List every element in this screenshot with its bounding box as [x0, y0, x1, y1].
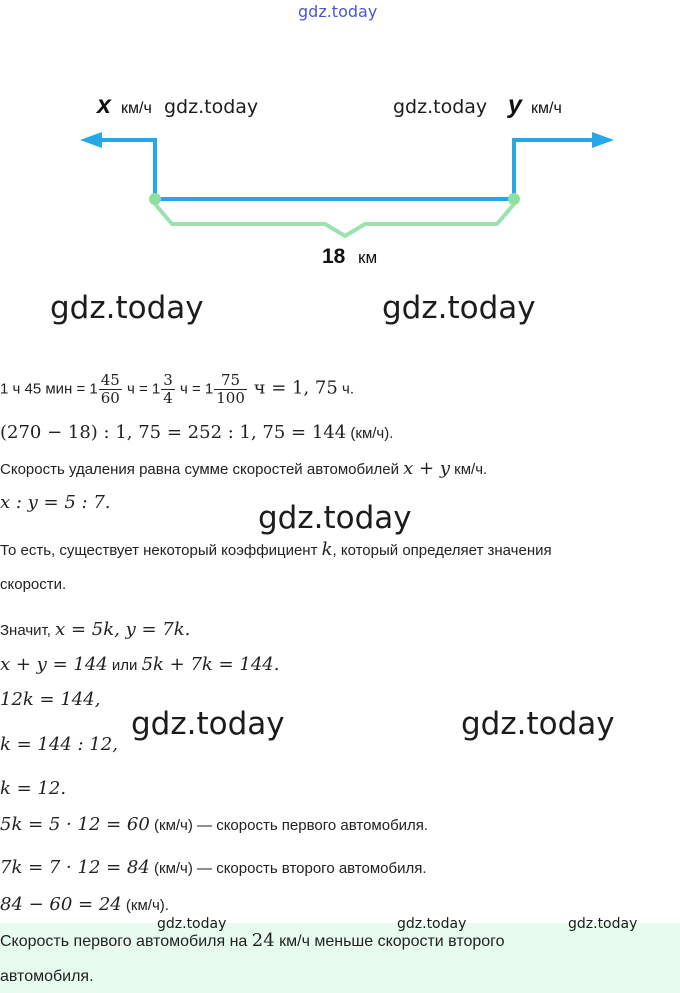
therefore-text: Значит,: [0, 622, 56, 639]
removal-speed-unit: (км/ч).: [346, 425, 394, 442]
answer-text-1: Скорость первого автомобиля на: [0, 933, 252, 950]
difference-math: 84 − 60 = 24: [0, 894, 122, 915]
right-point: [508, 193, 520, 205]
time-text-a: 1 ч 45 мин = 1: [0, 380, 98, 398]
12k-math: 12k = 144,: [0, 689, 101, 710]
watermark-top: gdz.today: [298, 2, 378, 21]
sum-equation-or: или: [107, 657, 142, 674]
left-arrow-head: [80, 132, 102, 148]
answer-line-2: автомобиля.: [0, 968, 94, 985]
answer-text-2: км/ч меньше скорости второго: [274, 933, 505, 950]
speed-sum-text: Скорость удаления равна сумме скоростей автомобилей: [0, 461, 404, 478]
time-text-b: ч = 1: [122, 380, 161, 398]
line-removal-speed: [0, 422, 393, 443]
time-text-d: ч = 1, 75: [247, 377, 338, 399]
line-time-conversion: [0, 372, 354, 407]
speed-word-text: скорости.: [0, 576, 67, 593]
speed-sum-unit: км/ч.: [450, 461, 488, 478]
sum-equation-math-1: x + y = 144: [0, 654, 108, 675]
watermark-small-2: gdz.today: [397, 916, 467, 932]
watermark-diagram-right: gdz.today: [393, 96, 488, 118]
fraction-75-100: $\frac{75}{100}$: [216, 371, 245, 407]
time-text-c: ч = 1: [175, 380, 214, 398]
right-speed-var: y: [508, 91, 522, 119]
watermark-large-2: gdz.today: [382, 290, 536, 326]
fraction-45-60: $\frac{45}{60}$: [100, 371, 120, 407]
coefficient-text: То есть, существует некоторый коэффициент: [0, 542, 322, 559]
k-value-math: k = 12.: [0, 778, 67, 799]
answer-line-1: [0, 930, 505, 951]
answer-box: [0, 923, 680, 993]
watermark-diagram-left: gdz.today: [164, 96, 259, 118]
sum-equation-math-2: 5k + 7k = 144.: [141, 654, 280, 675]
line-k-division: [0, 734, 118, 755]
line-coefficient: [0, 539, 552, 560]
right-speed-unit: км/ч: [531, 100, 562, 117]
watermark-small-1: gdz.today: [157, 916, 227, 932]
watermark-large-4: gdz.today: [131, 706, 285, 742]
left-point: [149, 193, 161, 205]
second-car-speed-text: (км/ч) — скорость второго автомобиля.: [149, 860, 427, 877]
answer-number: 24: [251, 930, 275, 951]
removal-speed-math: (270 − 18) : 1, 75 = 252 : 1, 75 = 144: [0, 422, 347, 443]
watermark-large-1: gdz.today: [50, 290, 204, 326]
motion-diagram: [0, 0, 680, 280]
watermark-large-5: gdz.today: [461, 706, 615, 742]
line-12k: [0, 689, 100, 710]
distance-value: 18: [322, 245, 346, 268]
line-sum-equation: [0, 654, 279, 675]
line-ratio: [0, 492, 111, 513]
line-speed-sum: [0, 458, 487, 479]
right-car-path: [514, 140, 598, 198]
left-car-path: [90, 140, 155, 198]
line-therefore: [0, 619, 190, 640]
line-first-car-speed: [0, 814, 428, 835]
left-speed-var: x: [97, 91, 111, 119]
first-car-speed-text: (км/ч) — скорость первого автомобиля.: [149, 817, 429, 834]
distance-brace: [155, 204, 514, 236]
therefore-math: x = 5k, y = 7k.: [55, 619, 191, 640]
coefficient-math: k: [321, 539, 333, 560]
left-speed-unit: км/ч: [121, 100, 152, 117]
line-second-car-speed: [0, 857, 427, 878]
line-difference: [0, 894, 169, 915]
k-division-math: k = 144 : 12,: [0, 734, 118, 755]
speed-sum-math: x + y: [403, 458, 450, 479]
watermark-small-3: gdz.today: [568, 916, 638, 932]
line-k-value: [0, 778, 66, 799]
line-speed-word: [0, 576, 66, 593]
watermark-large-3: gdz.today: [258, 500, 412, 536]
second-car-speed-math: 7k = 7 · 12 = 84: [0, 857, 150, 878]
fraction-3-4: $\frac{3}{4}$: [163, 371, 173, 407]
distance-unit: км: [358, 248, 378, 267]
first-car-speed-math: 5k = 5 · 12 = 60: [0, 814, 150, 835]
difference-text: (км/ч).: [121, 897, 169, 914]
coefficient-text-2: , который определяет значения: [332, 542, 552, 559]
ratio-math: x : y = 5 : 7.: [0, 492, 111, 513]
time-text-e: ч.: [337, 380, 354, 398]
right-arrow-head: [592, 132, 614, 148]
